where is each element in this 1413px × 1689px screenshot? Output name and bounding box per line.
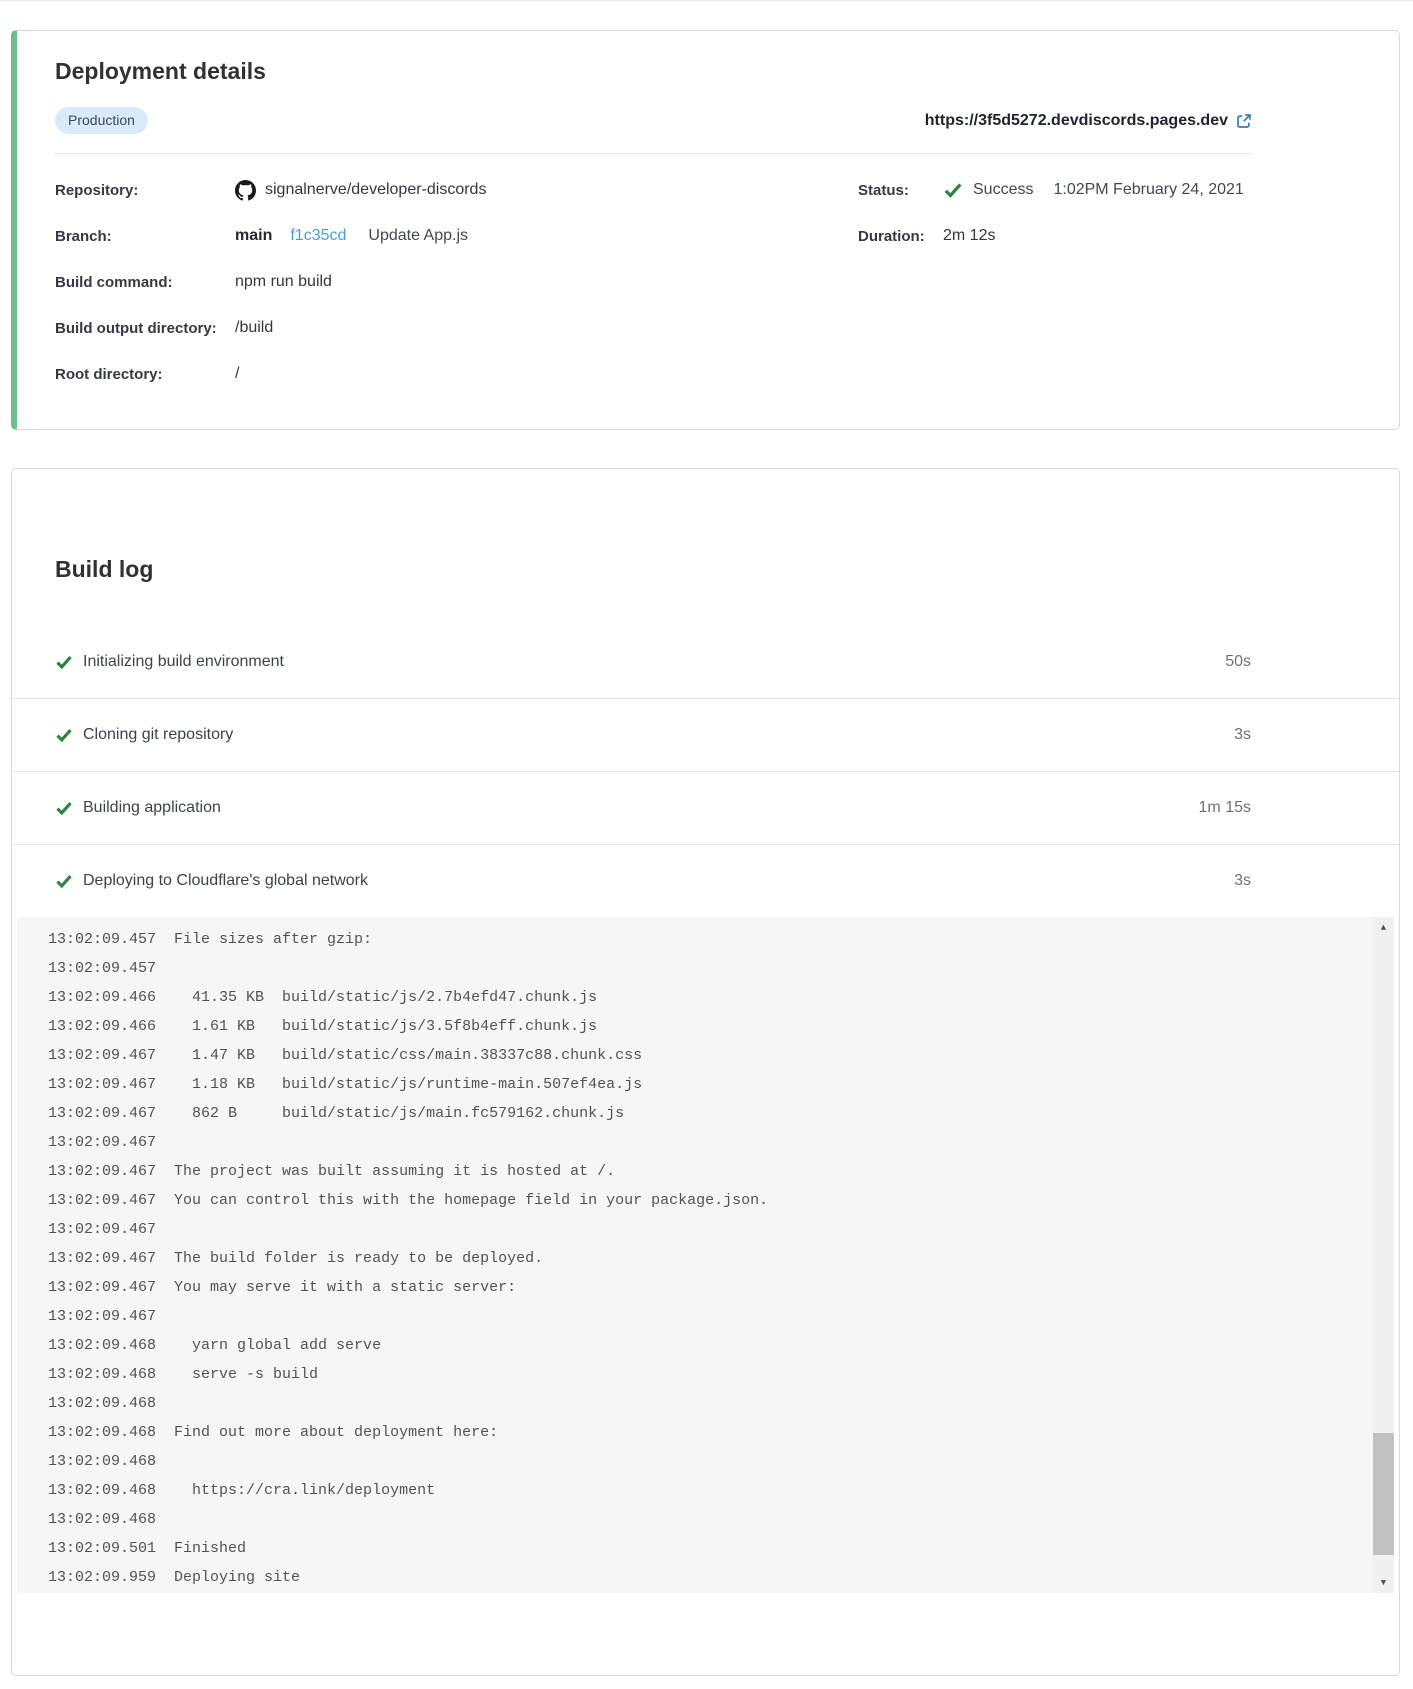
build-stage-row[interactable]: [12, 625, 1399, 698]
stage-duration: 3s: [1234, 726, 1251, 743]
stage-label: Initializing build environment: [83, 652, 284, 670]
log-message: 1.18 KB build/static/js/runtime-main.507ef4ea.js: [174, 1076, 643, 1093]
external-link-icon[interactable]: [1236, 113, 1252, 129]
log-line: [48, 983, 1354, 1012]
status-row: [858, 167, 1252, 213]
details-right-column: [858, 167, 1252, 397]
log-timestamp: 13:02:09.468: [48, 1424, 157, 1441]
log-message: Deploying site: [174, 1569, 301, 1586]
log-timestamp: 13:02:09.468: [48, 1395, 157, 1412]
log-line: [48, 1331, 1354, 1360]
build-log-title: Build log: [55, 556, 154, 582]
duration-value: 2m 12s: [943, 227, 996, 244]
log-line: [48, 1157, 1354, 1186]
log-console[interactable]: [17, 917, 1394, 1593]
log-message: The build folder is ready to be deployed.: [174, 1250, 544, 1267]
root-directory-row: [55, 351, 858, 397]
commit-link[interactable]: f1c35cd: [290, 227, 347, 244]
log-timestamp: 13:02:09.468: [48, 1337, 157, 1354]
log-message: You may serve it with a static server:: [174, 1279, 517, 1296]
deployment-details-title: Deployment details: [55, 58, 266, 84]
build-command-label: Build command:: [55, 273, 173, 291]
log-timestamp: 13:02:09.468: [48, 1482, 157, 1499]
environment-badge: Production: [55, 107, 148, 134]
build-stage-row[interactable]: [12, 771, 1399, 844]
log-line: [48, 1505, 1354, 1534]
log-timestamp: 13:02:09.466: [48, 1018, 157, 1035]
stage-duration: 50s: [1225, 652, 1251, 670]
log-timestamp: 13:02:09.467: [48, 1279, 157, 1296]
log-timestamp: 13:02:09.467: [48, 1221, 157, 1238]
root-directory-label: Root directory:: [55, 365, 163, 383]
log-timestamp: 13:02:09.468: [48, 1453, 157, 1470]
log-line: [48, 954, 1354, 983]
log-timestamp: 13:02:09.467: [48, 1163, 157, 1180]
stage-duration: 3s: [1234, 872, 1251, 889]
log-line: [48, 1070, 1354, 1099]
log-message: Finished: [174, 1540, 247, 1557]
details-grid: [55, 167, 1252, 397]
log-message: File sizes after gzip:: [174, 931, 373, 948]
log-line: [48, 1360, 1354, 1389]
deployment-url-text[interactable]: https://3f5d5272.devdiscords.pages.dev: [924, 111, 1228, 129]
build-stages: [12, 625, 1399, 917]
status-timestamp: 1:02PM February 24, 2021: [1053, 181, 1244, 198]
log-timestamp: 13:02:09.959: [48, 1569, 157, 1586]
check-icon: [55, 726, 73, 744]
log-line: [48, 1244, 1354, 1273]
log-message: serve -s build: [174, 1366, 319, 1383]
log-message: 1.61 KB build/static/js/3.5f8b4eff.chunk.js: [174, 1018, 598, 1035]
root-directory-value: /: [235, 365, 240, 382]
log-scrollbar[interactable]: [1373, 917, 1394, 1593]
log-timestamp: 13:02:09.467: [48, 1047, 157, 1064]
repository-row: [55, 167, 858, 213]
log-line: [48, 1389, 1354, 1418]
github-icon: [235, 180, 256, 201]
status-check-icon: [943, 180, 963, 200]
log-message: https://cra.link/deployment: [174, 1482, 436, 1499]
scroll-up-button[interactable]: ▲: [1380, 922, 1387, 933]
log-timestamp: 13:02:09.467: [48, 1134, 157, 1151]
log-line: [48, 1418, 1354, 1447]
log-timestamp: 13:02:09.468: [48, 1366, 157, 1383]
log-message: 41.35 KB build/static/js/2.7b4efd47.chunk.js: [174, 989, 598, 1006]
repository-name[interactable]: signalnerve/developer-discords: [265, 181, 487, 198]
log-timestamp: 13:02:09.466: [48, 989, 157, 1006]
log-timestamp: 13:02:09.501: [48, 1540, 157, 1557]
log-message: 862 B build/static/js/main.fc579162.chunk.js: [174, 1105, 625, 1122]
log-timestamp: 13:02:09.457: [48, 960, 157, 977]
log-line: [48, 1186, 1354, 1215]
deployment-details-card: [11, 30, 1400, 430]
log-line: [48, 1012, 1354, 1041]
check-icon: [55, 872, 73, 890]
status-label: Status:: [858, 181, 909, 199]
deployment-url[interactable]: [925, 112, 1252, 130]
build-output-directory-row: [55, 305, 858, 351]
check-icon: [55, 799, 73, 817]
stage-label: Building application: [83, 799, 221, 816]
details-left-column: [55, 167, 858, 397]
build-output-directory-value: /build: [235, 319, 274, 336]
log-line: [48, 1563, 1354, 1592]
details-divider: [55, 153, 1252, 154]
status-value: Success: [973, 181, 1034, 198]
stage-duration: 1m 15s: [1198, 799, 1251, 816]
log-line: [48, 1041, 1354, 1070]
repository-label: Repository:: [55, 181, 139, 199]
badge-url-row: [55, 107, 1252, 134]
branch-name: main: [235, 227, 273, 244]
log-timestamp: 13:02:09.467: [48, 1105, 157, 1122]
stage-label: Deploying to Cloudflare's global network: [83, 872, 368, 889]
log-line: [48, 1447, 1354, 1476]
log-message: 1.47 KB build/static/css/main.38337c88.chunk.css: [174, 1047, 643, 1064]
log-message: yarn global add serve: [174, 1337, 382, 1354]
log-line: [48, 1302, 1354, 1331]
log-timestamp: 13:02:09.467: [48, 1192, 157, 1209]
log-line: [48, 1215, 1354, 1244]
stage-label: Cloning git repository: [83, 726, 234, 743]
build-stage-row[interactable]: [12, 844, 1399, 917]
build-output-directory-label: Build output directory:: [55, 319, 217, 337]
branch-row: [55, 213, 858, 259]
commit-message: Update App.js: [368, 227, 469, 244]
log-timestamp: 13:02:09.468: [48, 1511, 157, 1528]
log-message: You can control this with the homepage field in your package.json.: [174, 1192, 769, 1209]
log-lines: [48, 925, 1354, 1592]
duration-label: Duration:: [858, 227, 925, 245]
build-command-value: npm run build: [235, 273, 332, 290]
log-line: [48, 1128, 1354, 1157]
log-line: [48, 925, 1354, 954]
build-command-row: [55, 259, 858, 305]
log-timestamp: 13:02:09.457: [48, 931, 157, 948]
build-log-card: [11, 468, 1400, 1676]
log-line: [48, 1476, 1354, 1505]
log-line: [48, 1099, 1354, 1128]
log-timestamp: 13:02:09.467: [48, 1250, 157, 1267]
scroll-down-button[interactable]: ▼: [1380, 1577, 1387, 1588]
branch-label: Branch:: [55, 227, 112, 245]
log-line: [48, 1273, 1354, 1302]
log-timestamp: 13:02:09.467: [48, 1076, 157, 1093]
scrollbar-thumb[interactable]: [1373, 1433, 1394, 1555]
duration-row: [858, 213, 1252, 259]
log-timestamp: 13:02:09.467: [48, 1308, 157, 1325]
log-message: The project was built assuming it is hosted at /.: [174, 1163, 616, 1180]
build-stage-row[interactable]: [12, 698, 1399, 771]
log-message: Find out more about deployment here:: [174, 1424, 499, 1441]
check-icon: [55, 653, 73, 671]
log-line: [48, 1534, 1354, 1563]
